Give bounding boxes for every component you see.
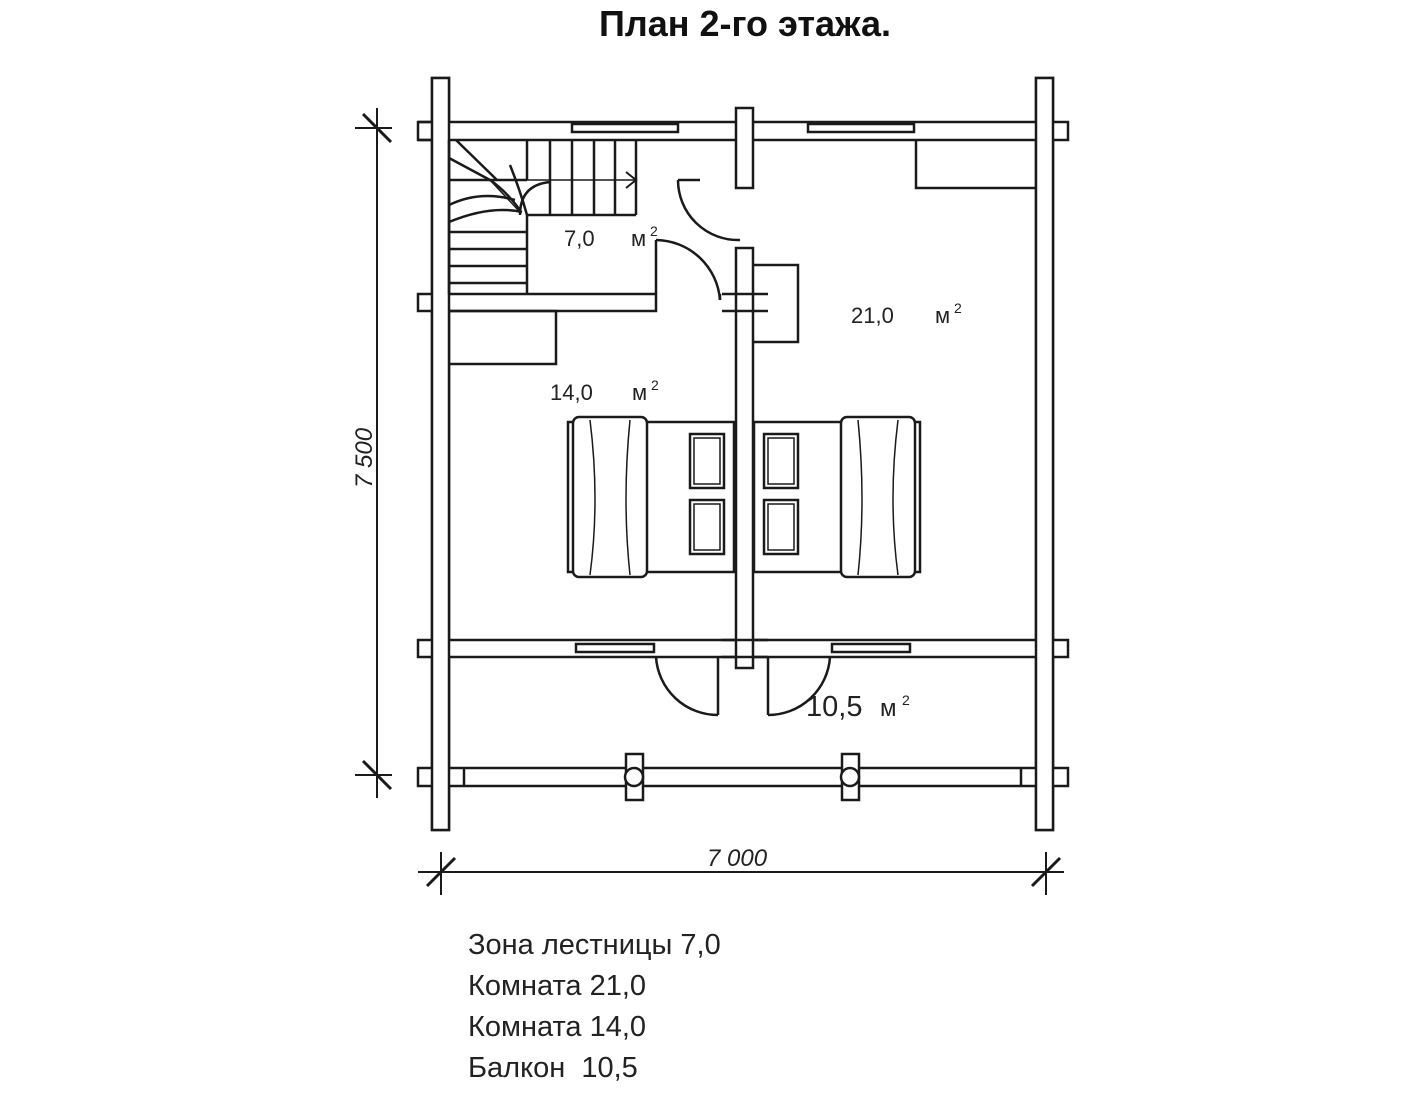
door-left-room: [656, 240, 720, 300]
closet-top-right: [916, 140, 1036, 188]
legend-item-balcony: Балкон 10,5: [468, 1052, 638, 1084]
svg-text:21,0: 21,0: [851, 303, 894, 328]
svg-text:2: 2: [954, 300, 962, 316]
balcony-column-left: [625, 754, 643, 800]
svg-text:м: м: [935, 303, 951, 328]
svg-text:м: м: [880, 695, 897, 722]
window-top-left: [572, 124, 678, 132]
bed-left: [568, 417, 734, 577]
chimney-box: [753, 265, 798, 342]
wall-balcony-rail: [418, 768, 1068, 786]
dimension-width-label: 7 000: [707, 845, 768, 872]
window-top-right: [808, 124, 914, 132]
svg-text:10,5: 10,5: [806, 691, 863, 723]
page-title: План 2-го этажа.: [598, 3, 892, 44]
window-balcony-left: [576, 644, 654, 652]
staircase: [449, 140, 636, 294]
wall-stair-bottom: [418, 294, 656, 311]
closet-left: [449, 311, 556, 364]
door-balcony-left: [656, 657, 718, 715]
door-stair-right: [678, 180, 740, 240]
area-legend: [468, 925, 721, 1089]
svg-text:2: 2: [902, 692, 910, 708]
bed-right: [754, 417, 920, 577]
dimension-height-label: 7 500: [351, 427, 378, 488]
room-label-stair: [564, 223, 658, 251]
svg-text:2: 2: [650, 223, 658, 239]
room-label-14: [550, 377, 659, 405]
legend-item-stair: Зона лестницы 7,0: [468, 929, 721, 961]
room-label-21: [851, 300, 962, 328]
balcony-column-right: [841, 754, 859, 800]
legend-item-room-21: Комната 21,0: [468, 970, 647, 1002]
wall-partition-upper: [736, 108, 753, 188]
svg-text:2: 2: [651, 377, 659, 393]
room-label-balcony: [806, 691, 910, 723]
window-balcony-right: [832, 644, 910, 652]
svg-text:7,0: 7,0: [564, 226, 595, 251]
svg-text:м: м: [631, 226, 647, 251]
svg-text:м: м: [632, 380, 648, 405]
legend-item-room-14: Комната 14,0: [468, 1011, 647, 1043]
svg-text:14,0: 14,0: [550, 380, 593, 405]
